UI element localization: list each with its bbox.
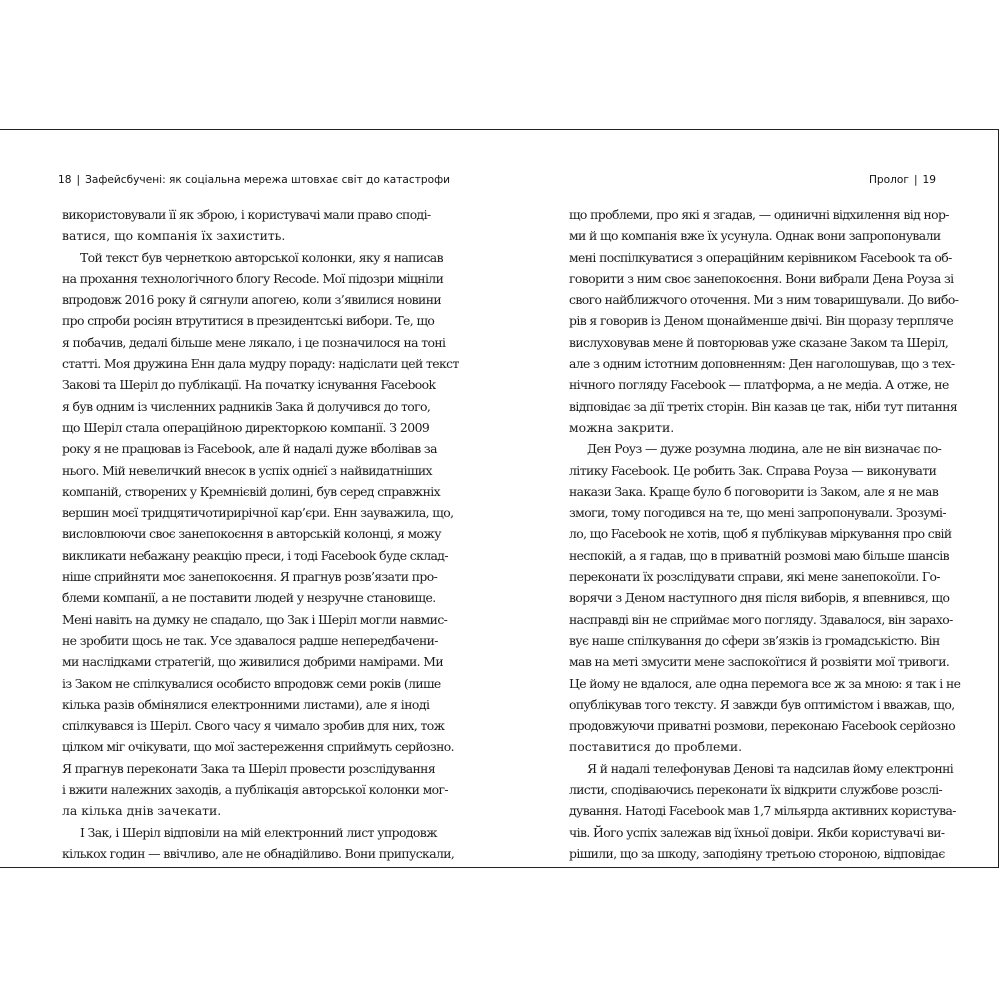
right-body-text (569, 204, 961, 864)
text-line: нього. Мій невеличкий внесок в успіх однієї з найвидатніших (62, 462, 432, 478)
text-line: рішили, що за шкоду, заподіяну третьою стороною, відповідає (569, 845, 945, 861)
text-line: висловлюючи своє занепокоєння в авторській колонці, я можу (62, 526, 441, 542)
left-page-number: 18 (58, 174, 72, 186)
section-title: Пролог (868, 174, 909, 186)
text-line: кількох годин — ввічливо, але не обнадійливо. Вони припускали, (62, 845, 455, 861)
book-spread (0, 129, 999, 868)
text-line: переконати їх розслідувати справи, які мене занепокоїли. Го- (569, 569, 940, 585)
text-line: мав на меті змусити мене заспокоїтися й розвіяти мої тривоги. (569, 654, 950, 670)
text-line: ворячи з Деном наступного дня після виборів, я впевнився, що (569, 590, 950, 606)
text-line: накази Зака. Краще було б поговорити із Заком, але я не мав (569, 483, 939, 499)
right-header-separator: | (913, 174, 918, 186)
text-line: статті. Моя дружина Енн дала мудру пораду: надіслати цей текст (62, 356, 459, 372)
text-line: вує наше спілкування до сфери зв’язків із громадськістю. Він (569, 632, 940, 648)
text-line: Це йому не вдалося, але одна перемога все ж за мною: я так і не (569, 675, 961, 691)
text-line: року я не працював із Facebook, але й надалі дуже вболівав за (62, 441, 437, 457)
left-body-text (62, 204, 459, 864)
text-line: чів. Його успіх залежав від їхньої довіри. Якби користувачі ви- (569, 824, 945, 840)
text-line: цілком міг очікувати, що мої застереження сприймуть серйозно. (62, 739, 454, 755)
right-running-header (869, 174, 936, 186)
text-line: літику Facebook. Це робить Зак. Справа Роуза — виконувати (569, 462, 937, 478)
text-line: Я прагнув переконати Зака та Шеріл провести розслідування (62, 760, 436, 776)
text-line: ніше сприйняти моє занепокоєння. Я прагнув розв’язати про- (62, 569, 438, 585)
text-line: викликати небажану реакцію преси, і тоді Facebook буде склад- (62, 547, 448, 563)
text-line: блеми компанії, а не поставити людей у незручне становище. (62, 590, 436, 606)
text-line: я побачив, дедалі більше мене лякало, і це позначилося на тоні (62, 334, 446, 350)
text-line: і вжити належних заходів, а публікація авторської колонки мог- (62, 782, 449, 798)
text-line: відповідає за дії третіх сторін. Він казав це так, ніби тут питання (569, 398, 958, 414)
text-line: свого найближчого оточення. Ми з ним товаришували. До вибо- (569, 292, 959, 308)
text-line: на прохання технологічного блогу Recode. Мої підозри міцніли (62, 270, 444, 286)
right-page-number: 19 (922, 174, 936, 186)
text-line: Я й надалі телефонував Денові та надсилав йому електронні (587, 760, 954, 776)
text-line: продовжуючи приватні розмови, переконаю Facebook серйозно (569, 718, 956, 734)
text-line: листи, сподіваючись переконати їх відкрити службове розслі- (569, 782, 943, 798)
text-line: кілька разів обмінялися електронними листами), але я іноді (62, 696, 430, 712)
text-line: говорити з ним своє занепокоєння. Вони вибрали Дена Роуза зі (569, 270, 954, 286)
text-line: можна закрити. (569, 419, 675, 435)
text-line: рів я говорив із Деном щонайменше двічі. Він щоразу терпляче (569, 313, 954, 329)
text-line: про спроби росіян втрутитися в президентські вибори. Те, що (62, 313, 435, 329)
text-line: нічного погляду Facebook — платформа, а не медіа. А отже, не (569, 377, 949, 393)
book-title: Зафейсбучені: як соціальна мережа штовхає світ до катастрофи (85, 174, 451, 186)
text-line: мені поспілкуватися з операційним керівником Facebook та об- (569, 249, 952, 265)
left-running-header (58, 174, 450, 186)
text-line: неспокій, а я гадав, що в приватній розмові маю більше шансів (569, 547, 949, 563)
text-line: не зробити щось не так. Усе здавалося радше непередбачени- (62, 632, 438, 648)
text-line: опублікував того тексту. Я завжди був оптимістом і вважав, що, (569, 696, 955, 712)
text-line: я був одним із численних радників Зака й долучився до того, (62, 398, 431, 414)
right-page (500, 130, 998, 867)
text-line: ла кілька днів зачекати. (62, 803, 222, 819)
text-line: ватися, що компанія їх захистить. (62, 228, 286, 244)
text-line: вершин моєї тридцятичотирирічної кар’єри. Енн зауважила, що, (62, 505, 454, 521)
text-line: змоги, тому погодився на те, що мені запропонували. Зрозумі- (569, 505, 946, 521)
left-header-separator: | (76, 174, 81, 186)
text-line: компаній, створених у Кремнієвій долині, був серед справжніх (62, 483, 440, 499)
text-line: І Зак, і Шеріл відповіли на мій електронний лист упродовж (80, 824, 437, 840)
text-line: поставитися до проблеми. (569, 739, 743, 755)
text-line: спілкувався із Шеріл. Свого часу я чимало зробив для них, тож (62, 718, 445, 734)
text-line: дування. Натоді Facebook мав 1,7 мільярда активних користува- (569, 803, 956, 819)
text-line: що Шеріл стала операційною директоркою компанії. З 2009 (62, 419, 430, 435)
left-page (0, 130, 500, 867)
text-line: використовували її як зброю, і користувачі мали право споді- (62, 207, 431, 222)
text-line: ми й що компанія вже їх усунула. Однак вони запропонували (569, 228, 941, 244)
text-line: із Заком не спілкувалися особисто впродовж семи років (лише (62, 675, 441, 691)
text-line: ло, що Facebook не хотів, щоб я публікував міркування про свій (569, 526, 952, 542)
text-line: але з одним істотним доповненням: Ден наголошував, що з тех- (569, 356, 955, 372)
text-line: Закові та Шеріл до публікації. На початку існування Facebook (62, 377, 436, 393)
text-line: впродовж 2016 року й сягнули апогею, коли з’явилися новини (62, 292, 442, 308)
text-line: Мені навіть на думку не спадало, що Зак і Шеріл могли навмис- (62, 611, 448, 627)
text-line: вислуховував мене й повторював уже сказане Заком та Шеріл, (569, 334, 949, 350)
text-line: насправді він не сприймає мого погляду. Здавалося, він зарахо- (569, 611, 953, 627)
text-line: ми наслідками стратегій, що живилися добрими намірами. Ми (62, 654, 444, 670)
text-line: що проблеми, про які я згадав, — одиничні відхилення від нор- (569, 207, 949, 222)
text-line: Ден Роуз — дуже розумна людина, але не він визначає по- (587, 441, 942, 457)
text-line: Той текст був чернеткою авторської колонки, яку я написав (80, 249, 443, 265)
